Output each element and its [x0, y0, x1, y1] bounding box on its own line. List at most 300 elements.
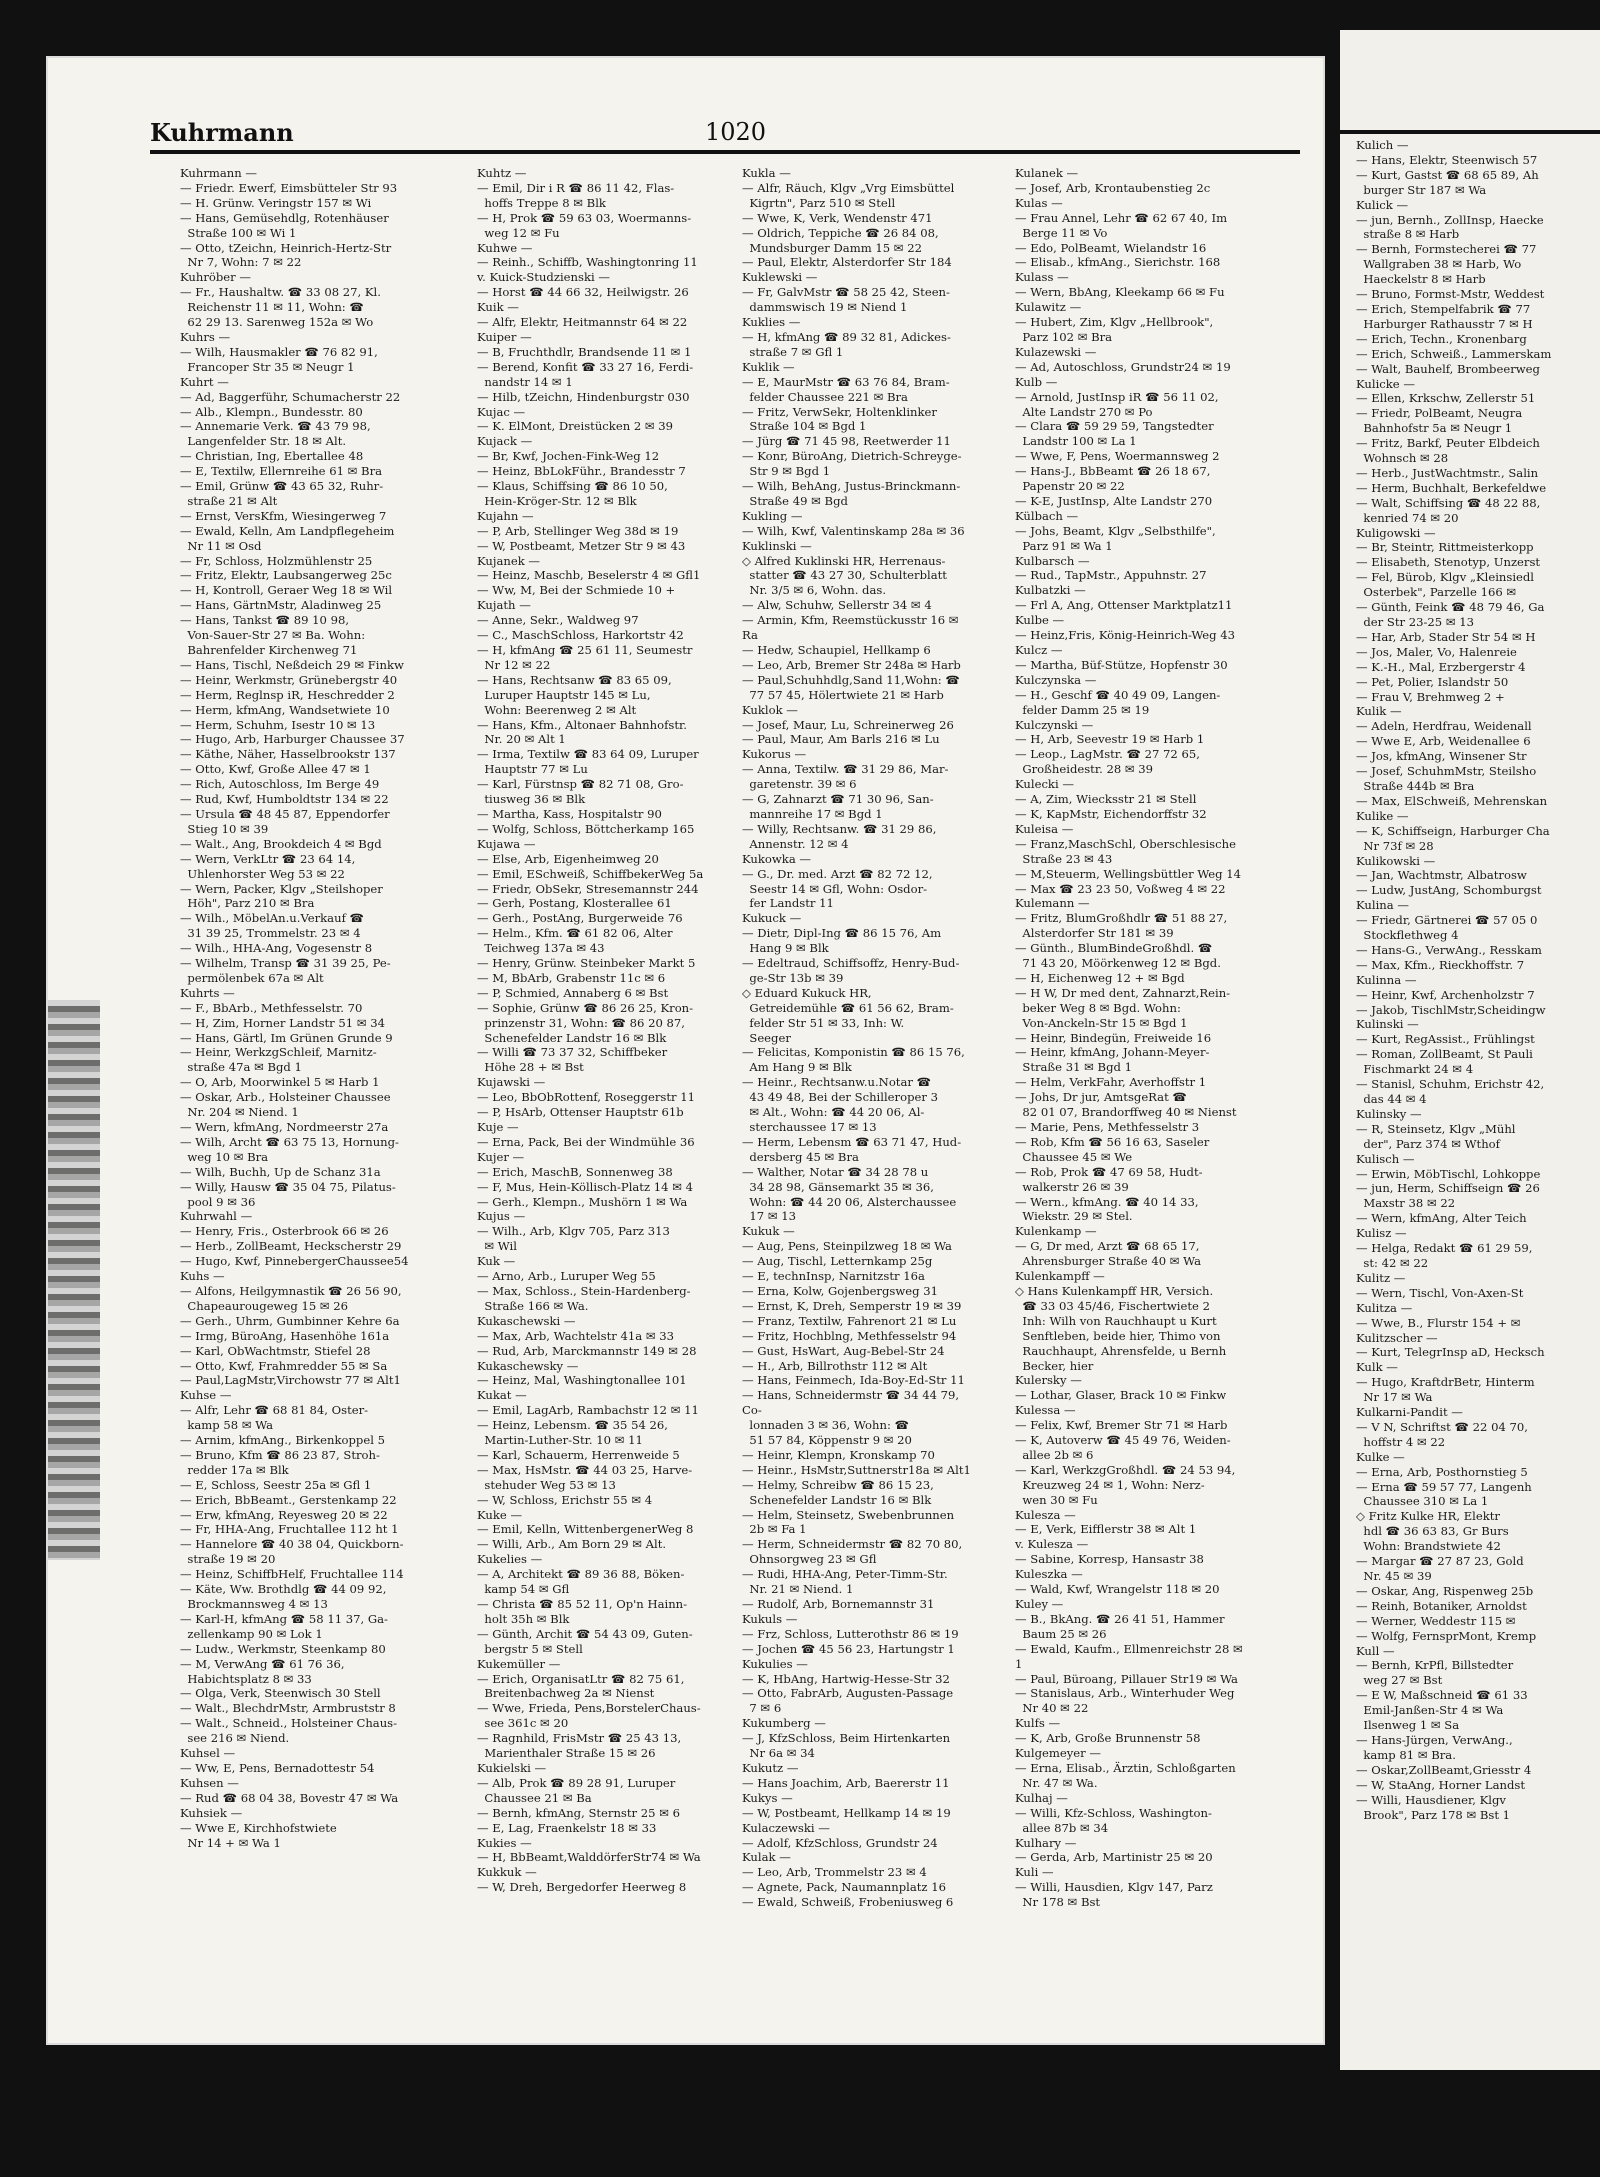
directory-entry-line: — Martha, Büf-Stütze, Hopfenstr 30: [1015, 657, 1228, 672]
directory-entry-line: Kuklinski —: [742, 538, 812, 553]
directory-entry-line: — Hans, Tankst ☎ 89 10 98,: [180, 613, 350, 628]
directory-entry-line: — Hans, Feinmech, Ida-Boy-Ed-Str 11: [742, 1373, 965, 1388]
directory-entry-line: Kukorus —: [742, 747, 807, 762]
directory-entry-line: — Heinz, Lebensm. ☎ 35 54 26,: [477, 1418, 668, 1433]
directory-entry-line: — K, Autoverw ☎ 45 49 76, Weiden-: [1015, 1433, 1231, 1448]
directory-entry-line: Kuhröber —: [180, 270, 251, 285]
adjacent-entry-line: Nr 73f ✉ 28: [1356, 838, 1434, 853]
adjacent-entry-line: — Hans-G., VerwAng., Resskam: [1356, 942, 1542, 957]
directory-entry-line: — Hans, Tischl, Neßdeich 29 ✉ Finkw: [180, 657, 404, 672]
adjacent-entry-line: — Fel, Bürob, Klgv „Kleinsiedl: [1356, 570, 1535, 585]
adjacent-entry-line: — E W, Maßschneid ☎ 61 33: [1356, 1688, 1528, 1703]
directory-entry-line: — Erich, BbBeamt., Gerstenkamp 22: [180, 1492, 397, 1507]
directory-entry-line: Kuke —: [477, 1507, 523, 1522]
directory-entry-line: ✉ Wil: [477, 1239, 517, 1254]
directory-entry-line: Kuhse —: [180, 1388, 232, 1403]
directory-entry-line: — Herm, kfmAng, Wandsetwiete 10: [180, 702, 390, 717]
directory-entry-line: — Alb, Prok ☎ 89 28 91, Luruper: [477, 1775, 676, 1790]
directory-entry-line: — Wilh., MöbelAn.u.Verkauf ☎: [180, 911, 364, 926]
directory-entry-line: ◇ Eduard Kukuck HR,: [742, 985, 872, 1000]
directory-entry-line: — Walt., Schneid., Holsteiner Chaus-: [180, 1716, 398, 1731]
directory-entry-line: — Franz,MaschSchl, Oberschlesische: [1015, 836, 1236, 851]
directory-entry-line: — H, Prok ☎ 59 63 03, Woermanns-: [477, 210, 692, 225]
adjacent-entry-line: — Kurt, TelegrInsp aD, Hecksch: [1356, 1345, 1545, 1360]
adjacent-entry-line: Wohn: Brandstwiete 42: [1356, 1539, 1501, 1554]
adjacent-entry-line: — Jan, Wachtmstr, Albatrosw: [1356, 868, 1527, 883]
directory-entry-line: — Alb., Klempn., Bundesstr. 80: [180, 404, 363, 419]
directory-entry-line: — Bruno, Kfm ☎ 86 23 87, Stroh-: [180, 1447, 380, 1462]
directory-entry-line: — Rob, Kfm ☎ 56 16 63, Saseler: [1015, 1134, 1210, 1149]
directory-entry-line: — Herm, Schneidermstr ☎ 82 70 80,: [742, 1537, 963, 1552]
directory-entry-line: Kuik —: [477, 300, 519, 315]
directory-entry-line: Kujanek —: [477, 553, 541, 568]
directory-entry-line: Schenefelder Landstr 16 ✉ Blk: [477, 1030, 667, 1045]
directory-entry-line: zellenkamp 90 ✉ Lok 1: [180, 1626, 323, 1641]
adjacent-entry-line: — Herb., JustWachtmstr., Salin: [1356, 465, 1539, 480]
directory-entry-line: 34 28 98, Gänsemarkt 35 ✉ 36,: [742, 1179, 934, 1194]
adjacent-entry-line: Kulinna —: [1356, 972, 1417, 987]
directory-entry-line: — Otto, tZeichn, Heinrich-Hertz-Str: [180, 240, 392, 255]
column-4: [1015, 166, 1251, 1976]
directory-entry-line: bergstr 5 ✉ Stell: [477, 1641, 583, 1656]
adjacent-entry-line: — Josef, SchuhmMstr, Steilsho: [1356, 764, 1537, 779]
directory-entry-line: Seestr 14 ✉ Gfl, Wohn: Osdor-: [742, 881, 928, 896]
directory-entry-line: — Max ☎ 23 23 50, Voßweg 4 ✉ 22: [1015, 881, 1226, 896]
directory-entry-line: — M,Steuerm, Wellingsbüttler Weg 14: [1015, 866, 1242, 881]
directory-entry-line: — Max, Arb, Wachtelstr 41a ✉ 33: [477, 1328, 675, 1343]
directory-entry-line: — Oskar, Arb., Holsteiner Chaussee: [180, 1090, 391, 1105]
directory-entry-line: — Herm, Lebensm ☎ 63 71 47, Hud-: [742, 1134, 962, 1149]
adjacent-entry-line: — Margar ☎ 27 87 23, Gold: [1356, 1554, 1524, 1569]
adjacent-entry-line: Bahnhofstr 5a ✉ Neugr 1: [1356, 421, 1513, 436]
directory-entry-line: — E, Verk, Eifflerstr 38 ✉ Alt 1: [1015, 1522, 1197, 1537]
adjacent-entry-line: — Erwin, MöbTischl, Lohkoppe: [1356, 1166, 1541, 1181]
directory-entry-line: Kulhary —: [1015, 1835, 1077, 1850]
directory-entry-line: Kuhrts —: [180, 985, 235, 1000]
adjacent-entry-line: hoffstr 4 ✉ 22: [1356, 1434, 1446, 1449]
directory-entry-line: — Hans, Gemüsehdlg, Rotenhäuser: [180, 210, 389, 225]
directory-entry-line: Straße 100 ✉ Wi 1: [180, 225, 297, 240]
directory-entry-line: — Irma, Textilw ☎ 83 64 09, Luruper: [477, 747, 699, 762]
directory-entry-line: — Marie, Pens, Methfesselstr 3: [1015, 1120, 1200, 1134]
directory-entry-line: — Helm., Kfm. ☎ 61 82 06, Alter: [477, 926, 673, 941]
directory-entry-line: — Gerda, Arb, Martinistr 25 ✉ 20: [1015, 1850, 1213, 1865]
adjacent-entry-line: — Heinr, Kwf, Archenholzstr 7: [1356, 987, 1535, 1002]
directory-entry-line: Kulemann —: [1015, 896, 1090, 911]
directory-entry-line: Kuklik —: [742, 359, 795, 374]
directory-entry-line: — Anne, Sekr., Waldweg 97: [477, 613, 639, 628]
directory-entry-line: — Leo, BbObRottenf, Roseggerstr 11: [477, 1090, 696, 1105]
directory-entry-line: Kukemüller —: [477, 1656, 561, 1671]
directory-entry-line: Schenefelder Landstr 16 ✉ Blk: [742, 1492, 932, 1507]
directory-entry-line: — E, Lag, Fraenkelstr 18 ✉ 33: [477, 1820, 657, 1835]
directory-entry-line: — E, Schloss, Seestr 25a ✉ Gfl 1: [180, 1477, 372, 1492]
directory-entry-line: Kuhrt —: [180, 374, 229, 389]
directory-entry-line: — Lothar, Glaser, Brack 10 ✉ Finkw: [1015, 1388, 1227, 1403]
directory-entry-line: — Wwe, Frieda, Pens,BorstelerChaus-: [477, 1701, 701, 1716]
directory-entry-line: Nr 12 ✉ 22: [477, 657, 551, 672]
directory-entry-line: 77 57 45, Hölertwiete 21 ✉ Harb: [742, 687, 944, 702]
directory-entry-line: Stieg 10 ✉ 39: [180, 821, 269, 836]
adjacent-entry-line: — Günth, Feink ☎ 48 79 46, Ga: [1356, 600, 1545, 615]
adjacent-entry-line: — Erna, Arb, Posthornstieg 5: [1356, 1464, 1528, 1479]
adjacent-entry-line: Harburger Rathausstr 7 ✉ H: [1356, 316, 1533, 331]
adjacent-entry-line: — Kurt, RegAssist., Frühlingst: [1356, 1032, 1535, 1047]
directory-entry-line: — Heinz,Fris, König-Heinrich-Weg 43: [1015, 628, 1236, 643]
directory-entry-line: — Ursula ☎ 48 45 87, Eppendorfer: [180, 806, 390, 821]
directory-entry-line: — Jochen ☎ 45 56 23, Hartungstr 1: [742, 1641, 955, 1656]
directory-entry-line: — W, Dreh, Bergedorfer Heerweg 8: [477, 1880, 687, 1895]
directory-entry-line: — Hans, Schneidermstr ☎ 34 44 79, Co-: [742, 1388, 963, 1418]
directory-entry-line: — H, Zim, Horner Landstr 51 ✉ 34: [180, 1015, 386, 1030]
adjacent-entry-line: Kulinski —: [1356, 1017, 1419, 1032]
adjacent-entry-line: Kull —: [1356, 1643, 1395, 1658]
directory-entry-line: — Fr, HHA-Ang, Fruchtallee 112 ht 1: [180, 1522, 399, 1537]
directory-entry-line: — H, kfmAng ☎ 89 32 81, Adickes-: [742, 329, 951, 344]
directory-entry-line: — Hans, Rechtsanw ☎ 83 65 09,: [477, 672, 672, 687]
directory-entry-line: — Hugo, Kwf, PinnebergerChaussee54: [180, 1254, 409, 1269]
directory-entry-line: — Heinr, WerkzgSchleif, Marnitz-: [180, 1045, 377, 1060]
directory-entry-line: — Helmy, Schreibw ☎ 86 15 23,: [742, 1477, 934, 1492]
adjacent-entry-line: — Adeln, Herdfrau, Weidenall: [1356, 719, 1532, 734]
directory-entry-line: — Käte, Ww. Brothdlg ☎ 44 09 92,: [180, 1582, 387, 1597]
directory-entry-line: — Ad, Baggerführ, Schumacherstr 22: [180, 389, 401, 404]
directory-entry-line: — P, Arb, Stellinger Weg 38d ✉ 19: [477, 523, 679, 538]
adjacent-entry-line: kamp 81 ✉ Bra.: [1356, 1747, 1456, 1762]
directory-entry-line: — Helm, VerkFahr, Averhoffstr 1: [1015, 1075, 1207, 1090]
directory-entry-line: straße 47a ✉ Bgd 1: [180, 1060, 302, 1075]
directory-entry-line: statter ☎ 43 27 30, Schulterblatt: [742, 568, 947, 583]
directory-entry-line: Kukuls —: [742, 1611, 798, 1626]
directory-entry-line: — E, technInsp, Narnitzstr 16a: [742, 1269, 925, 1284]
directory-entry-line: Kulhaj —: [1015, 1790, 1068, 1805]
directory-entry-line: Parz 102 ✉ Bra: [1015, 329, 1113, 344]
directory-entry-line: mannreihe 17 ✉ Bgd 1: [742, 806, 883, 821]
directory-entry-line: — Gerh, Postang, Klosterallee 61: [477, 896, 672, 911]
adjacent-entry-line: — Jakob, TischlMstr,Scheidingw: [1356, 1002, 1546, 1017]
directory-entry-line: Straße 23 ✉ 43: [1015, 851, 1113, 866]
directory-entry-line: — Wilh, Buchh, Up de Schanz 31a: [180, 1164, 381, 1179]
directory-entry-line: — Frau Annel, Lehr ☎ 62 67 40, Im: [1015, 210, 1228, 225]
directory-entry-line: straße 7 ✉ Gfl 1: [742, 344, 844, 359]
directory-entry-line: Baum 25 ✉ 26: [1015, 1626, 1107, 1641]
directory-entry-line: Nr 7, Wohn: 7 ✉ 22: [180, 255, 302, 270]
directory-entry-line: Kukling —: [742, 508, 803, 523]
adjacent-entry-line: — Kurt, Gastst ☎ 68 65 89, Ah: [1356, 167, 1539, 182]
directory-entry-line: — Oldrich, Teppiche ☎ 26 84 08,: [742, 225, 939, 240]
directory-entry-line: — Heinr, Werkmstr, Grünebergstr 40: [180, 672, 398, 687]
directory-entry-line: — K. ElMont, Dreistücken 2 ✉ 39: [477, 419, 674, 434]
directory-entry-line: — Max, Schloss., Stein-Hardenberg-: [477, 1283, 691, 1298]
directory-entry-line: — Gerh., Uhrm, Gumbinner Kehre 6a: [180, 1313, 400, 1328]
directory-entry-line: — H, Kontroll, Geraer Weg 18 ✉ Wil: [180, 583, 393, 598]
directory-entry-line: — Emil, ESchweiß, SchiffbekerWeg 5a: [477, 866, 704, 881]
adjacent-entry-line: — Elisabeth, Stenotyp, Unzerst: [1356, 555, 1541, 570]
directory-entry-line: — Leop., LagMstr. ☎ 27 72 65,: [1015, 747, 1200, 762]
adjacent-entry-line: Kulitzscher —: [1356, 1330, 1438, 1345]
directory-entry-line: Nr. 21 ✉ Niend. 1: [742, 1582, 854, 1597]
directory-entry-line: — Arno, Arb., Luruper Weg 55: [477, 1269, 656, 1284]
directory-entry-line: Breitenbachweg 2a ✉ Nienst: [477, 1686, 655, 1701]
directory-entry-line: Kigrtn", Parz 510 ✉ Stell: [742, 195, 896, 210]
directory-entry-line: Senftleben, beide hier, Thimo von: [1015, 1328, 1221, 1343]
directory-entry-line: — Erna, Elisab., Ärztin, Schloßgarten: [1015, 1760, 1236, 1775]
directory-entry-line: — Erna, Pack, Bei der Windmühle 36: [477, 1134, 695, 1149]
directory-entry-line: — Arnim, kfmAng., Birkenkoppel 5: [180, 1433, 385, 1448]
adjacent-entry-line: — V N, Schriftst ☎ 22 04 70,: [1356, 1419, 1528, 1434]
directory-entry-line: — Else, Arb, Eigenheimweg 20: [477, 851, 659, 866]
directory-entry-line: beker Weg 8 ✉ Bgd. Wohn:: [1015, 1000, 1181, 1015]
directory-entry-line: felder Damm 25 ✉ 19: [1015, 702, 1150, 717]
adjacent-entry-line: ◇ Fritz Kulke HR, Elektr: [1356, 1509, 1500, 1524]
directory-entry-line: felder Str 51 ✉ 33, Inh: W.: [742, 1015, 905, 1030]
directory-entry-line: — Gerh., PostAng, Burgerweide 76: [477, 911, 683, 926]
adjacent-entry-line: Kuligowski —: [1356, 525, 1436, 540]
directory-entry-line: Nr 14 + ✉ Wa 1: [180, 1835, 281, 1850]
directory-entry-line: 2b ✉ Fa 1: [742, 1522, 807, 1537]
directory-entry-line: — Walther, Notar ☎ 34 28 78 u: [742, 1164, 929, 1179]
directory-entry-line: Landstr 100 ✉ La 1: [1015, 434, 1137, 449]
adjacent-entry-line: — Willi, Hausdiener, Klgv: [1356, 1792, 1506, 1807]
directory-entry-line: — Paul,LagMstr,Virchowstr 77 ✉ Alt1: [180, 1373, 401, 1388]
directory-entry-line: Papenstr 20 ✉ 22: [1015, 479, 1125, 494]
directory-entry-line: Kuhs —: [180, 1269, 225, 1284]
directory-entry-line: Kukaschewsky —: [477, 1358, 579, 1373]
directory-entry-line: — Felix, Kwf, Bremer Str 71 ✉ Harb: [1015, 1418, 1228, 1433]
directory-entry-line: — B, Fruchthdlr, Brandsende 11 ✉ 1: [477, 344, 692, 359]
directory-entry-line: — Karl, WerkzgGroßhdl. ☎ 24 53 94,: [1015, 1462, 1236, 1477]
directory-entry-line: — Karl, Schauerm, Herrenweide 5: [477, 1447, 680, 1462]
directory-entry-line: — Erich, OrganisatLtr ☎ 82 75 61,: [477, 1671, 685, 1686]
directory-entry-line: — Wern., kfmAng. ☎ 40 14 33,: [1015, 1194, 1199, 1209]
directory-entry-line: — Josef, Maur, Lu, Schreinerweg 26: [742, 717, 954, 732]
directory-entry-line: — Paul, Büroang, Pillauer Str19 ✉ Wa: [1015, 1671, 1238, 1686]
directory-entry-line: — Fr, GalvMstr ☎ 58 25 42, Steen-: [742, 285, 950, 300]
directory-entry-line: — Rich, Autoschloss, Im Berge 49: [180, 777, 380, 792]
adjacent-entry-line: kenried 74 ✉ 20: [1356, 510, 1459, 525]
column-2: [477, 166, 713, 1976]
directory-entry-line: — Herm, Schuhm, Isestr 10 ✉ 13: [180, 717, 376, 732]
directory-entry-line: — E, MaurMstr ☎ 63 76 84, Bram-: [742, 374, 950, 389]
adjacent-entry-line: — Jos, kfmAng, Winsener Str: [1356, 749, 1527, 764]
directory-entry-line: — Armin, Kfm, Reemstückusstr 16 ✉ Ra: [742, 613, 963, 643]
directory-entry-line: Marienthaler Straße 15 ✉ 26: [477, 1746, 656, 1761]
scan-edge-artifact: [48, 1000, 100, 1560]
directory-entry-line: Nr. 3/5 ✉ 6, Wohn. das.: [742, 583, 887, 598]
directory-entry-line: — Karl, Fürstnsp ☎ 82 71 08, Gro-: [477, 777, 684, 792]
page-number: 1020: [705, 118, 767, 146]
adjacent-entry-line: der Str 23-25 ✉ 13: [1356, 615, 1474, 629]
directory-entry-line: Kukys —: [742, 1790, 793, 1805]
directory-entry-line: Kuje —: [477, 1120, 519, 1134]
directory-entry-line: — E, Textilw, Ellernreihe 61 ✉ Bra: [180, 464, 383, 479]
directory-entry-line: Höhe 28 + ✉ Bst: [477, 1060, 584, 1075]
directory-entry-line: — Br, Kwf, Jochen-Fink-Weg 12: [477, 449, 660, 464]
directory-entry-line: — Günth, Archit ☎ 54 43 09, Guten-: [477, 1626, 693, 1641]
adjacent-entry-line: Kulicke —: [1356, 376, 1415, 391]
directory-entry-line: Nr 11 ✉ Osd: [180, 538, 262, 553]
adjacent-entry-line: — Stanisl, Schuhm, Erichstr 42,: [1356, 1077, 1545, 1092]
directory-entry-line: — Wilh., Arb, Klgv 705, Parz 313: [477, 1224, 670, 1239]
adjacent-entry-line: Kulisch —: [1356, 1151, 1415, 1166]
directory-entry-line: — F, Mus, Hein-Köllisch-Platz 14 ✉ 4: [477, 1179, 693, 1194]
adjacent-entry-line: — Hans-Jürgen, VerwAng.,: [1356, 1732, 1513, 1747]
directory-entry-line: — G, Dr med, Arzt ☎ 68 65 17,: [1015, 1239, 1200, 1254]
directory-entry-line: Kulak —: [742, 1850, 791, 1865]
directory-entry-line: — H, kfmAng ☎ 25 61 11, Seumestr: [477, 643, 693, 657]
directory-entry-line: Uhlenhorster Weg 53 ✉ 22: [180, 866, 345, 881]
directory-entry-line: — Edeltraud, Schiffsoffz, Henry-Bud-: [742, 956, 960, 971]
directory-entry-line: — Leo, Arb, Trommelstr 23 ✉ 4: [742, 1865, 927, 1880]
directory-entry-line: prinzenstr 31, Wohn: ☎ 86 20 87,: [477, 1015, 685, 1030]
adjacent-entry-line: Nr 17 ✉ Wa: [1356, 1390, 1433, 1405]
directory-entry-line: — W, Postbeamt, Metzer Str 9 ✉ 43: [477, 538, 686, 553]
directory-entry-line: — Paul, Maur, Am Barls 216 ✉ Lu: [742, 732, 940, 747]
directory-entry-line: — Rob, Prok ☎ 47 69 58, Hudt-: [1015, 1164, 1203, 1179]
adjacent-entry-line: — Wern, kfmAng, Alter Teich: [1356, 1211, 1527, 1226]
directory-entry-line: weg 10 ✉ Bra: [180, 1149, 269, 1164]
directory-entry-line: — Hilb, tZeichn, Hindenburgstr 030: [477, 389, 690, 404]
directory-entry-line: Chapeaurougeweg 15 ✉ 26: [180, 1298, 349, 1313]
adjacent-entry-line: st: 42 ✉ 22: [1356, 1255, 1429, 1270]
adjacent-entry-line: — Max, ElSchweiß, Mehrenskan: [1356, 793, 1548, 808]
directory-entry-line: — Fr., Haushaltw. ☎ 33 08 27, Kl.: [180, 285, 381, 300]
directory-entry-line: Kulenkampff —: [1015, 1269, 1105, 1284]
adjacent-entry-line: Kulick —: [1356, 197, 1409, 212]
directory-entry-line: Chaussee 21 ✉ Ba: [477, 1790, 592, 1805]
directory-entry-line: Kuhsen —: [180, 1775, 239, 1790]
directory-entry-line: — Ernst, K, Dreh, Semperstr 19 ✉ 39: [742, 1298, 962, 1313]
directory-entry-line: — O, Arb, Moorwinkel 5 ✉ Harb 1: [180, 1075, 380, 1090]
adjacent-entry-line: — Friedr, Gärtnerei ☎ 57 05 0: [1356, 913, 1538, 928]
adjacent-entry-line: der", Parz 374 ✉ Wthof: [1356, 1136, 1500, 1151]
directory-entry-line: — Rud, Arb, Marckmannstr 149 ✉ 28: [477, 1343, 697, 1358]
directory-entry-line: Kulbatzki —: [1015, 583, 1086, 598]
directory-entry-line: Kuli —: [1015, 1865, 1054, 1880]
directory-entry-line: — Wwe, K, Verk, Wendenstr 471: [742, 210, 933, 225]
directory-entry-line: — Sabine, Korresp, Hansastr 38: [1015, 1552, 1204, 1567]
directory-entry-line: wen 30 ✉ Fu: [1015, 1492, 1098, 1507]
adjacent-entry-line: — Har, Arb, Stader Str 54 ✉ H: [1356, 629, 1536, 644]
directory-entry-line: Ohnsorgweg 23 ✉ Gfl: [742, 1552, 877, 1567]
directory-entry-line: — Sophie, Grünw ☎ 86 26 25, Kron-: [477, 1000, 694, 1015]
adjacent-entry-line: — jun, Herm, Schiffseign ☎ 26: [1356, 1181, 1540, 1196]
directory-entry-line: — Franz, Textilw, Fahrenort 21 ✉ Lu: [742, 1313, 957, 1328]
directory-entry-line: kamp 58 ✉ Wa: [180, 1418, 274, 1433]
directory-entry-line: Kuhtz —: [477, 166, 527, 180]
directory-entry-line: nandstr 14 ✉ 1: [477, 374, 573, 389]
directory-entry-line: — Herm, Reglnsp iR, Heschredder 2: [180, 687, 395, 702]
directory-entry-line: — Aug, Tischl, Letternkamp 25g: [742, 1254, 933, 1269]
adjacent-entry-line: — Fritz, Barkf, Peuter Elbdeich: [1356, 436, 1540, 451]
directory-entry-line: Inh: Wilh von Rauchhaupt u Kurt: [1015, 1313, 1217, 1328]
directory-entry-line: Teichweg 137a ✉ 43: [477, 941, 605, 956]
adjacent-entry-line: Wohnsch ✉ 28: [1356, 451, 1449, 466]
adjacent-entry-line: Wallgraben 38 ✉ Harb, Wo: [1356, 257, 1522, 272]
directory-entry-line: ◇ Hans Kulenkampff HR, Versich.: [1015, 1283, 1214, 1298]
directory-entry-line: — H, BbBeamt,WalddörferStr74 ✉ Wa: [477, 1850, 701, 1865]
directory-entry-line: straße 19 ✉ 20: [180, 1552, 276, 1567]
directory-entry-line: — Arnold, JustInsp iR ☎ 56 11 02,: [1015, 389, 1219, 404]
directory-entry-line: Nr. 20 ✉ Alt 1: [477, 732, 566, 747]
directory-entry-line: stehuder Weg 53 ✉ 13: [477, 1477, 616, 1492]
directory-entry-line: — Adolf, KfzSchloss, Grundstr 24: [742, 1835, 938, 1850]
directory-entry-line: — G., Dr. med. Arzt ☎ 82 72 12,: [742, 866, 933, 881]
directory-entry-line: — Aug, Pens, Steinpilzweg 18 ✉ Wa: [742, 1239, 952, 1254]
directory-entry-line: Luruper Hauptstr 145 ✉ Lu,: [477, 687, 651, 702]
directory-entry-line: v. Kuick-Studzienski —: [477, 270, 610, 285]
directory-entry-line: Kulb —: [1015, 374, 1058, 389]
directory-entry-line: — Wilh, Hausmakler ☎ 76 82 91,: [180, 344, 378, 359]
adjacent-entry-line: — Ellen, Krkschw, Zellerstr 51: [1356, 391, 1536, 406]
adjacent-entry-line: — Wolfg, FernsprMont, Kremp: [1356, 1628, 1537, 1643]
directory-entry-line: Kuhrs —: [180, 329, 231, 344]
directory-entry-line: — Agnete, Pack, Naumannplatz 16: [742, 1880, 946, 1895]
directory-entry-line: — A, Architekt ☎ 89 36 88, Böken-: [477, 1567, 685, 1582]
directory-entry-line: see 216 ✉ Niend.: [180, 1731, 290, 1746]
directory-entry-line: — Hubert, Zim, Klgv „Hellbrook",: [1015, 315, 1214, 330]
directory-entry-line: — Emil, Dir i R ☎ 86 11 42, Flas-: [477, 180, 675, 195]
directory-entry-line: Kulcz —: [1015, 643, 1063, 657]
directory-entry-line: Wiekstr. 29 ✉ Stel.: [1015, 1209, 1133, 1224]
directory-entry-line: Kuklok —: [742, 702, 798, 717]
directory-entry-line: — Wwe E, Kirchhofstwiete: [180, 1820, 337, 1835]
adjacent-entry-line: Maxstr 38 ✉ 22: [1356, 1196, 1456, 1211]
directory-entry-line: Habichtsplatz 8 ✉ 33: [180, 1671, 312, 1686]
directory-entry-line: Kulass —: [1015, 270, 1069, 285]
directory-entry-line: Kujer —: [477, 1149, 525, 1164]
directory-entry-line: — Elisab., kfmAng., Sierichstr. 168: [1015, 255, 1221, 270]
directory-entry-line: — Edo, PolBeamt, Wielandstr 16: [1015, 240, 1207, 255]
adjacent-entry-line: Kulisz —: [1356, 1226, 1407, 1241]
directory-entry-line: allee 87b ✉ 34: [1015, 1820, 1109, 1835]
directory-entry-line: — Rud, Kwf, Humboldtstr 134 ✉ 22: [180, 792, 389, 807]
directory-entry-line: — Wwe, F, Pens, Woermannsweg 2: [1015, 449, 1220, 464]
directory-entry-line: Kulczynski —: [1015, 717, 1094, 732]
adjacent-entry-line: straße 8 ✉ Harb: [1356, 227, 1460, 242]
directory-entry-line: — Johs, Dr jur, AmtsgeRat ☎: [1015, 1090, 1187, 1105]
directory-entry-line: — Emil, Kelln, WittenbergenerWeg 8: [477, 1522, 694, 1537]
directory-entry-line: — Ww, E, Pens, Bernadottestr 54: [180, 1760, 375, 1775]
directory-entry-line: — Willy, Rechtsanw. ☎ 31 29 86,: [742, 821, 937, 836]
directory-entry-line: Kulgemeyer —: [1015, 1746, 1101, 1761]
directory-entry-line: — H W, Dr med dent, Zahnarzt,Rein-: [1015, 985, 1231, 1000]
directory-entry-line: — Wilhelm, Transp ☎ 31 39 25, Pe-: [180, 956, 391, 971]
directory-entry-line: — Willi ☎ 73 37 32, Schiffbeker: [477, 1045, 668, 1060]
directory-entry-line: — Fr, Schloss, Holzmühlenstr 25: [180, 553, 373, 568]
directory-entry-line: — A, Zim, Wiecksstr 21 ✉ Stell: [1015, 792, 1197, 807]
directory-entry-line: — Hans, GärtnMstr, Aladinweg 25: [180, 598, 382, 613]
directory-entry-line: — Friedr, ObSekr, Stresemannstr 244: [477, 881, 699, 896]
adjacent-entry-line: Kulina —: [1356, 898, 1409, 913]
adjacent-entry-line: Kulke —: [1356, 1449, 1405, 1464]
directory-entry-line: garetenstr. 39 ✉ 6: [742, 777, 857, 792]
directory-entry-line: Kreuzweg 24 ✉ 1, Wohn: Nerz-: [1015, 1477, 1205, 1492]
adjacent-entry-line: burger Str 187 ✉ Wa: [1356, 182, 1487, 197]
directory-entry-line: Kuk —: [477, 1254, 516, 1269]
adjacent-entry-line: Kulikowski —: [1356, 853, 1436, 868]
directory-entry-line: Kulas —: [1015, 195, 1063, 210]
directory-entry-line: 43 49 48, Bei der Schilleroper 3: [742, 1090, 938, 1105]
directory-entry-line: Kukaschewski —: [477, 1313, 576, 1328]
directory-entry-line: — Erich, MaschB, Sonnenweg 38: [477, 1164, 673, 1179]
directory-entry-line: weg 12 ✉ Fu: [477, 225, 560, 240]
directory-entry-line: Hein-Kröger-Str. 12 ✉ Blk: [477, 493, 637, 508]
adjacent-header-rule: [1340, 130, 1600, 134]
directory-entry-line: — Ewald, Kaufm., Ellmenreichstr 28 ✉ 1: [1015, 1641, 1247, 1671]
adjacent-entry-line: — Erich, Techn., Kronenbarg: [1356, 331, 1527, 346]
directory-entry-line: — Horst ☎ 44 66 32, Heilwigstr. 26: [477, 285, 689, 300]
